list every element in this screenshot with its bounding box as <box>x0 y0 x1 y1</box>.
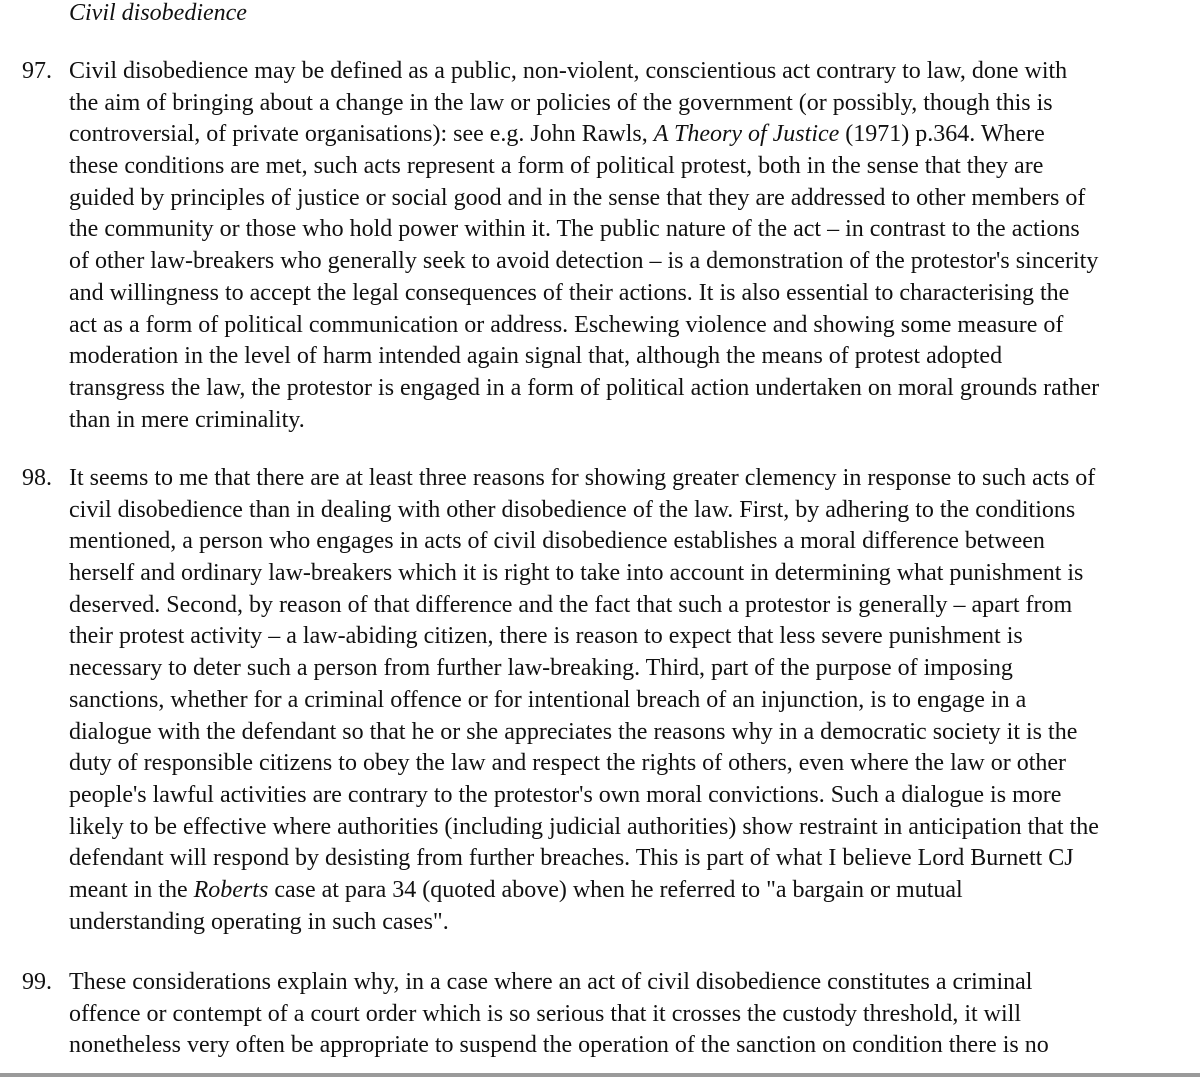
paragraph-97 <box>0 56 1192 436</box>
page-bottom-edge <box>0 1073 1200 1077</box>
paragraph-line <box>69 214 1192 246</box>
text-segment: of other law-breakers who generally seek to avoid detection – is a demonstration of the protestor's sincerity <box>69 248 1099 275</box>
paragraph-line <box>69 967 1192 999</box>
paragraph-line <box>69 526 1192 558</box>
text-segment: act as a form of political communication or address. Eschewing violence and showing some measure of <box>69 311 1064 338</box>
text-segment: (1971) p.364. Where <box>839 121 1045 148</box>
text-segment: than in mere criminality. <box>69 406 305 433</box>
text-segment: these conditions are met, such acts represent a form of political protest, both in the sense that they are <box>69 153 1044 180</box>
paragraph-number: 99. <box>22 969 52 995</box>
text-segment: Civil disobedience may be defined as a public, non-violent, conscientious act contrary to law, done with <box>69 58 1068 84</box>
italic-citation: A Theory of Justice <box>653 121 840 148</box>
text-segment: moderation in the level of harm intended again signal that, although the means of protest adopted <box>69 343 1003 370</box>
paragraph-text <box>69 463 1192 938</box>
paragraph-line <box>69 621 1192 653</box>
paragraph-line <box>69 558 1192 590</box>
text-segment: These considerations explain why, in a case where an act of civil disobedience constitutes a criminal <box>69 969 1033 995</box>
paragraph-number: 98. <box>22 465 52 491</box>
paragraph-line <box>69 310 1192 342</box>
text-segment: people's lawful activities are contrary to the protestor's own moral convictions. Such a dialogue is more <box>69 781 1062 808</box>
paragraph-line <box>69 246 1192 278</box>
text-segment: offence or contempt of a court order which is so serious that it crosses the custody threshold, it will <box>69 1000 1022 1027</box>
paragraph-line <box>69 780 1192 812</box>
text-segment: transgress the law, the protestor is engaged in a form of political action undertaken on moral grounds rather <box>69 374 1100 401</box>
paragraph-line <box>69 278 1192 310</box>
text-segment: deserved. Second, by reason of that difference and the fact that such a protestor is generally – apart from <box>69 591 1073 618</box>
paragraph-line <box>69 119 1192 151</box>
paragraph-line <box>69 748 1192 780</box>
text-segment: civil disobedience than in dealing with other disobedience of the law. First, by adhering to the conditions <box>69 496 1076 523</box>
text-segment: meant in the <box>69 876 194 903</box>
text-segment: dialogue with the defendant so that he or she appreciates the reasons why in a democratic society it is the <box>69 718 1078 745</box>
text-segment: guided by principles of justice or social good and in the sense that they are addressed to other members of <box>69 184 1086 211</box>
paragraph-line <box>69 341 1192 373</box>
paragraph-line <box>69 653 1192 685</box>
text-segment: defendant will respond by desisting from further breaches. This is part of what I believe Lord Burnett CJ <box>69 845 1074 872</box>
paragraph-line <box>69 717 1192 749</box>
section-heading: Civil disobedience <box>69 0 247 26</box>
text-segment: nonetheless very often be appropriate to suspend the operation of the sanction on condition there is no <box>69 1032 1049 1059</box>
text-segment: controversial, of private organisations): see e.g. John Rawls, <box>69 121 654 148</box>
text-segment: the aim of bringing about a change in the law or policies of the government (or possibly, though this is <box>69 89 1053 116</box>
paragraph-text <box>69 967 1192 1062</box>
text-segment: understanding operating in such cases". <box>69 908 449 935</box>
paragraph-line <box>69 685 1192 717</box>
paragraph-line <box>69 405 1192 437</box>
paragraph-line <box>69 999 1192 1031</box>
text-segment: sanctions, whether for a criminal offence or for intentional breach of an injunction, is to engage in a <box>69 686 1027 713</box>
paragraph-line <box>69 183 1192 215</box>
text-segment: and willingness to accept the legal consequences of their actions. It is also essential to characterising the <box>69 279 1070 306</box>
paragraph-line <box>69 1030 1192 1062</box>
paragraph-number: 97. <box>22 58 52 84</box>
paragraph-line <box>69 875 1192 907</box>
paragraph-line <box>69 463 1192 495</box>
paragraph-line <box>69 843 1192 875</box>
text-segment: herself and ordinary law-breakers which it is right to take into account in determining what punishment is <box>69 560 1084 587</box>
paragraph-98 <box>0 463 1192 938</box>
italic-citation: Roberts <box>193 876 269 903</box>
paragraph-line <box>69 907 1192 939</box>
text-segment: necessary to deter such a person from further law-breaking. Third, part of the purpose of imposing <box>69 655 1013 682</box>
paragraph-99 <box>0 967 1192 1062</box>
text-segment: the community or those who hold power within it. The public nature of the act – in contrast to the actions <box>69 216 1080 243</box>
paragraph-line <box>69 88 1192 120</box>
text-segment: likely to be effective where authorities (including judicial authorities) show restraint in anticipation that the <box>69 813 1099 840</box>
paragraph-line <box>69 56 1192 88</box>
paragraph-line <box>69 495 1192 527</box>
text-segment: mentioned, a person who engages in acts of civil disobedience establishes a moral difference between <box>69 528 1045 555</box>
paragraph-line <box>69 373 1192 405</box>
text-segment: their protest activity – a law-abiding citizen, there is reason to expect that less severe punishment is <box>69 623 1023 650</box>
paragraph-line <box>69 151 1192 183</box>
text-segment: duty of responsible citizens to obey the law and respect the rights of others, even where the law or other <box>69 750 1067 777</box>
text-segment: It seems to me that there are at least three reasons for showing greater clemency in response to such acts of <box>69 465 1096 491</box>
paragraph-text <box>69 56 1192 436</box>
text-segment: case at para 34 (quoted above) when he referred to "a bargain or mutual <box>268 876 963 903</box>
paragraph-line <box>69 812 1192 844</box>
paragraph-line <box>69 590 1192 622</box>
